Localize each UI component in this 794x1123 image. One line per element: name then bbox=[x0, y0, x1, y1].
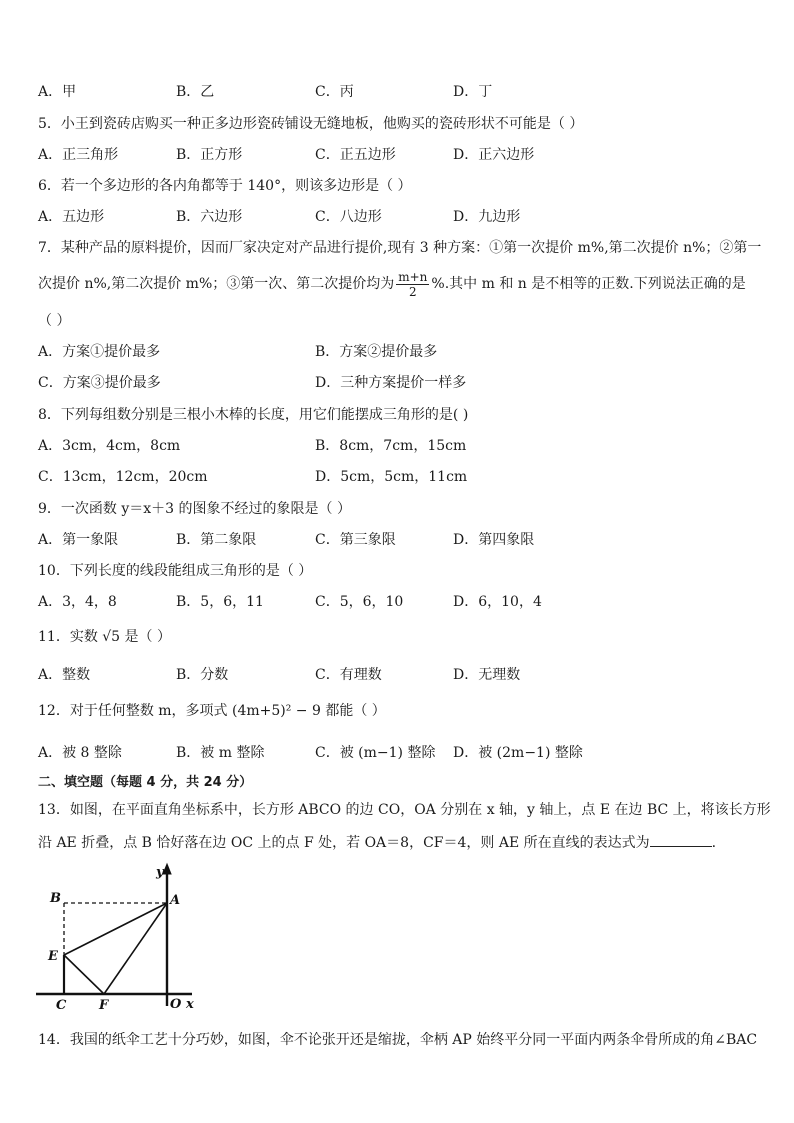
q10-option-b: B．5，6，11 bbox=[176, 594, 264, 610]
q10-option-a: A．3，4，8 bbox=[38, 594, 117, 610]
q5-option-c: C．正五边形 bbox=[315, 147, 396, 163]
q8-option-d: D．5cm，5cm，11cm bbox=[315, 469, 468, 485]
q11-option-b: B．分数 bbox=[176, 667, 229, 683]
label-b: B bbox=[50, 891, 61, 906]
label-f: F bbox=[99, 998, 109, 1010]
q7-fraction-denominator: 2 bbox=[409, 284, 417, 299]
q10-stem: 10．下列长度的线段能组成三角形的是（ ） bbox=[38, 563, 313, 579]
q4-option-c: C．丙 bbox=[315, 84, 354, 100]
q13-answer-blank bbox=[650, 832, 712, 847]
q13-line2-end: . bbox=[711, 835, 717, 851]
q11-option-d: D．无理数 bbox=[453, 667, 521, 683]
q11-stem: 11．实数 √5 是（ ） bbox=[38, 629, 171, 645]
segment-ef bbox=[64, 955, 104, 994]
label-y: y bbox=[156, 865, 164, 880]
q6-option-b: B．六边形 bbox=[176, 209, 243, 225]
q12-option-c: C．被 (m−1) 整除 bbox=[315, 745, 436, 761]
q7-line3: （ ） bbox=[38, 313, 71, 329]
label-c: C bbox=[56, 998, 67, 1010]
q7-fraction bbox=[396, 270, 429, 299]
q11-option-a: A．整数 bbox=[38, 667, 91, 683]
label-x: x bbox=[186, 997, 194, 1010]
segment-ea bbox=[64, 903, 167, 955]
label-e: E bbox=[48, 949, 58, 964]
q9-option-d: D．第四象限 bbox=[453, 532, 535, 548]
q6-stem: 6．若一个多边形的各内角都等于 140°，则该多边形是（ ） bbox=[38, 178, 412, 194]
q7-line2-a: 次提价 n%,第二次提价 m%；③第一次、第二次提价均为 bbox=[38, 276, 395, 292]
q6-option-d: D．九边形 bbox=[453, 209, 521, 225]
segment-fa bbox=[104, 903, 167, 994]
q5-option-b: B．正方形 bbox=[176, 147, 243, 163]
y-axis-arrow bbox=[163, 864, 171, 874]
q5-option-a: A．正三角形 bbox=[38, 147, 119, 163]
q13-line1: 13．如图，在平面直角坐标系中，长方形 ABCO 的边 CO，OA 分别在 x 轴，y 轴上，点 E 在边 BC 上，将该长方形 bbox=[38, 802, 771, 818]
q14-line1: 14．我国的纸伞工艺十分巧妙，如图，伞不论张开还是缩拢，伞柄 AP 始终平分同一平面内两条伞骨所成的角∠BAC bbox=[38, 1032, 758, 1048]
q7-option-a: A．方案①提价最多 bbox=[38, 344, 161, 360]
q12-option-b: B．被 m 整除 bbox=[176, 745, 265, 761]
q12-stem: 12．对于任何整数 m，多项式 (4m+5)² − 9 都能（ ） bbox=[38, 703, 386, 719]
q9-option-b: B．第二象限 bbox=[176, 532, 257, 548]
q8-stem: 8．下列每组数分别是三根小木棒的长度，用它们能摆成三角形的是( ) bbox=[38, 407, 469, 423]
q9-option-a: A．第一象限 bbox=[38, 532, 119, 548]
q13-line2-text: 沿 AE 折叠，点 B 恰好落在边 OC 上的点 F 处，若 OA＝8，CF＝4，则 AE 所在直线的表达式为 bbox=[38, 835, 650, 851]
q13-line2 bbox=[38, 832, 716, 853]
q13-figure bbox=[36, 860, 206, 1010]
q5-stem: 5．小王到瓷砖店购买一种正多边形瓷砖铺设无缝地板，他购买的瓷砖形状不可能是（ ） bbox=[38, 116, 584, 132]
q12-option-d: D．被 (2m−1) 整除 bbox=[453, 745, 583, 761]
q12-option-a: A．被 8 整除 bbox=[38, 745, 122, 761]
label-a: A bbox=[170, 893, 181, 908]
q7-line1: 7．某种产品的原料提价，因而厂家决定对产品进行提价,现有 3 种方案：①第一次提价 m%,第二次提价 n%；②第一 bbox=[38, 240, 762, 256]
q7-option-d: D．三种方案提价一样多 bbox=[315, 375, 467, 391]
q4-option-a: A．甲 bbox=[38, 84, 77, 100]
q8-option-a: A．3cm，4cm，8cm bbox=[38, 438, 181, 454]
q8-option-c: C．13cm，12cm，20cm bbox=[38, 469, 208, 485]
q7-line2 bbox=[38, 268, 746, 300]
q6-option-c: C．八边形 bbox=[315, 209, 382, 225]
q7-fraction-numerator: m+n bbox=[398, 269, 428, 284]
q6-option-a: A．五边形 bbox=[38, 209, 105, 225]
q8-option-b: B．8cm，7cm，15cm bbox=[315, 438, 467, 454]
q9-option-c: C．第三象限 bbox=[315, 532, 396, 548]
q10-option-c: C．5，6，10 bbox=[315, 594, 404, 610]
q11-option-c: C．有理数 bbox=[315, 667, 382, 683]
q4-option-d: D．丁 bbox=[453, 84, 493, 100]
q4-option-b: B．乙 bbox=[176, 84, 215, 100]
label-o: O bbox=[170, 997, 182, 1010]
section-heading: 二、填空题（每题 4 分，共 24 分） bbox=[38, 775, 253, 790]
q10-option-d: D．6，10，4 bbox=[453, 594, 542, 610]
q5-option-d: D．正六边形 bbox=[453, 147, 535, 163]
q9-stem: 9．一次函数 y＝x＋3 的图象不经过的象限是（ ） bbox=[38, 501, 351, 517]
q7-option-c: C．方案③提价最多 bbox=[38, 375, 161, 391]
q7-line2-b: %.其中 m 和 n 是不相等的正数.下列说法正确的是 bbox=[431, 276, 746, 292]
q7-option-b: B．方案②提价最多 bbox=[315, 344, 438, 360]
